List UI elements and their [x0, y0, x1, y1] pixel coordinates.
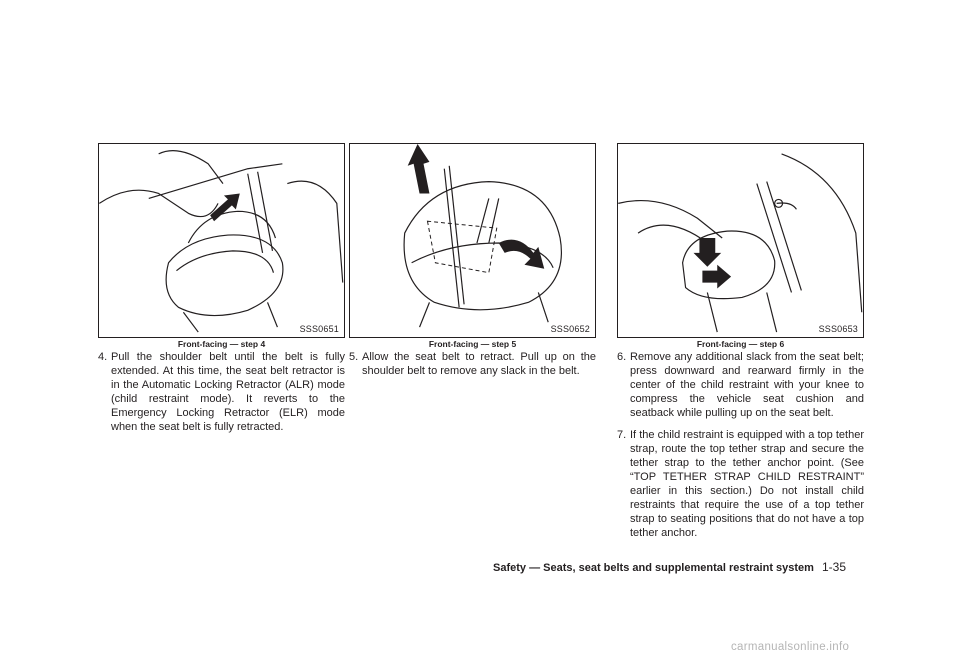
footer-section-title: Safety — Seats, seat belts and supplemental restraint system	[493, 562, 814, 574]
step-text: Allow the seat belt to retract. Pull up on the shoulder belt to remove any slack in the belt.	[362, 351, 596, 377]
step-text: Remove any additional slack from the seat belt; press downward and rearward firmly in the center of the child restraint with your knee to compress the vehicle seat cushion and seatback while pulling up on the seat belt.	[630, 351, 864, 419]
column-2	[349, 350, 596, 386]
figure-caption: Front-facing — step 4	[177, 339, 266, 349]
figure-step-4	[98, 143, 345, 338]
column-1	[98, 350, 345, 442]
figure-step-5	[349, 143, 596, 338]
column-3	[617, 350, 864, 548]
step-text: Pull the shoulder belt until the belt is fully extended. At this time, the seat belt retractor is in the Automatic Locking Retractor (ALR) mode (child restraint mode). It reverts to the Emergency Locking Retractor (ELR) mode when the seat belt is fully retracted.	[111, 351, 345, 433]
illustration-step-4	[99, 144, 344, 337]
step-number: 5.	[349, 351, 359, 363]
step-5	[349, 350, 596, 378]
page-footer	[493, 560, 868, 576]
page-number: 1-35	[821, 560, 846, 574]
step-text: If the child restraint is equipped with a top tether strap, route the top tether strap and secure the tether strap to the tether anchor point. (See “TOP TETHER STRAP CHILD RESTRAINT” earlier in this section.) Do not install child restraints that require the use of a top tether strap to seating positions that do not have a top tether anchor.	[630, 429, 864, 539]
illustration-step-5	[350, 144, 595, 337]
step-7	[617, 428, 864, 540]
step-4	[98, 350, 345, 434]
figure-code: SSS0652	[550, 324, 590, 334]
step-number: 6.	[617, 351, 627, 363]
figure-step-6	[617, 143, 864, 338]
step-number: 7.	[617, 429, 627, 441]
step-6	[617, 350, 864, 420]
figure-code: SSS0653	[818, 324, 858, 334]
figure-code: SSS0651	[299, 324, 339, 334]
step-number: 4.	[98, 351, 108, 363]
illustration-step-6	[618, 144, 863, 337]
figure-caption: Front-facing — step 6	[696, 339, 785, 349]
figure-caption: Front-facing — step 5	[428, 339, 517, 349]
watermark: carmanualsonline.info	[731, 641, 850, 653]
